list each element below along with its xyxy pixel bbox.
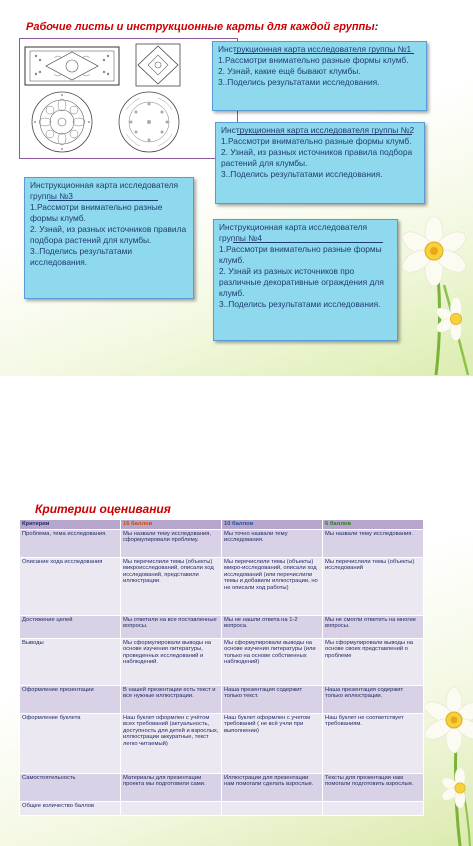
narcissus-flower (426, 684, 473, 846)
table-cell: Самостоятельность (20, 773, 121, 801)
slide-worksheets (0, 0, 473, 376)
table-row (20, 529, 424, 557)
card-line: 1.Рассмотри внимательно разные формы клумб. (221, 136, 412, 146)
card-title: Инструкционная карта исследователя группы №2 (221, 125, 415, 135)
table-cell: Проблема, тема исследования. (20, 529, 121, 557)
column-header: 6 баллов (323, 520, 424, 530)
table-cell: Мы перечислили темы (объекты) микроисследований, описали ход исследований, представили иллюстрации. (121, 557, 222, 615)
table-cell: Наш буклет оформлен с учетом требований ( не всё учли при выполнении) (222, 713, 323, 773)
table-cell: Мы сформулировали выводы на основе изучения литературы (или только на основе собственных наблюдений) (222, 638, 323, 685)
table-cell: Наш буклет оформлен с учётом всех требований (актуальность, доступность для детей и взрослых, иллюстрации аккуратные, текст легко читаемый) (121, 713, 222, 773)
table-cell: Иллюстрации для презентации нам помогали сделать взрослые. (222, 773, 323, 801)
table-cell: Мы ответили на все поставленные вопросы. (121, 615, 222, 638)
table-row (20, 713, 424, 773)
table-cell: Мы не смогли ответить на многие вопросы. (323, 615, 424, 638)
instruction-card-group-2 (215, 122, 425, 204)
table-cell: Мы точно назвали тему исследования. (222, 529, 323, 557)
table-row (20, 615, 424, 638)
card-line: 3..Поделись результатами исследования. (219, 299, 381, 309)
column-header: 16 баллов (121, 520, 222, 530)
table-cell (222, 801, 323, 815)
table-cell: Мы не нашли ответа на 1-2 вопроса. (222, 615, 323, 638)
table-cell (323, 801, 424, 815)
card-line: 1.Рассмотри внимательно разные формы клумб. (218, 55, 409, 65)
table-cell: В нашей презентации есть текст и все нужные иллюстрации. (121, 685, 222, 713)
table-cell: Мы перечислили темы (объекты) исследований (323, 557, 424, 615)
flowerbed-diagram-pic (24, 46, 120, 86)
table-row (20, 773, 424, 801)
flowerbed-diagram-pic (116, 90, 182, 154)
table-cell: Наш буклет не соответствует требованиям. (323, 713, 424, 773)
card-title: Инструкционная карта исследователя группы №3 (30, 180, 179, 201)
table-cell: Тексты для презентации нам помогали подготовить взрослые. (323, 773, 424, 801)
table-cell: Оформление презентации (20, 685, 121, 713)
instruction-card-group-4 (213, 219, 398, 341)
table-header-row (20, 520, 424, 530)
card-line: 2. Узнай, из разных источников правила подбора растений для клумбы. (30, 224, 187, 245)
card-title: Инструкционная карта исследователя группы №1 (218, 44, 412, 54)
card-line: 2. Узнай, из разных источников правила подбора растений для клумбы. (221, 147, 413, 168)
table-row (20, 685, 424, 713)
card-line: 3..Поделись результатами исследования. (218, 77, 380, 87)
card-line: 2. Узнай из разных источников про различные декоративные ограждения для клумб. (219, 266, 384, 298)
table-cell (121, 801, 222, 815)
table-row (20, 638, 424, 685)
flowerbed-diagram-pic (30, 90, 94, 154)
table-cell: Описание хода исследования (20, 557, 121, 615)
card-line: 2. Узнай, какие ещё бывают клумбы. (218, 66, 361, 76)
table-cell: Материалы для презентации проекта мы подготовили сами. (121, 773, 222, 801)
table-cell: Общее количество баллов (20, 801, 121, 815)
column-header: Критерии (20, 520, 121, 530)
table-cell: Наша презентация содержит только текст. (222, 685, 323, 713)
flowerbed-diagrams-frame (19, 38, 238, 159)
slide-criteria (0, 484, 473, 846)
slide1-title: Рабочие листы и инструкционные карты для каждой группы: (26, 21, 379, 33)
slide2-title: Критерии оценивания (35, 502, 171, 516)
criteria-table (19, 519, 424, 816)
table-cell: Наша презентация содержит только иллюстрации. (323, 685, 424, 713)
table-row (20, 801, 424, 815)
column-header: 10 баллов (222, 520, 323, 530)
card-line: 3..Поделись результатами исследования. (221, 169, 383, 179)
instruction-card-group-1 (212, 41, 427, 111)
card-line: 1.Рассмотри внимательно разные формы клумб. (30, 202, 163, 223)
card-line: 1.Рассмотри внимательно разные формы клумб. (219, 244, 382, 265)
narcissus-flower (398, 215, 473, 375)
table-cell: Выводы (20, 638, 121, 685)
table-cell: Мы перечислили темы (объекты) микро-исследований, описали ход исследований (или перечислили темы и добавили иллюстрации, но не описали ход работы) (222, 557, 323, 615)
flowerbed-diagram-pic (135, 43, 181, 87)
table-cell: Мы назвали тему исследования. (323, 529, 424, 557)
table-cell: Мы назвали тему исследования, сформулировали проблему. (121, 529, 222, 557)
card-line: 3..Поделись результатами исследования. (30, 246, 133, 267)
table-cell: Оформление буклета (20, 713, 121, 773)
table-cell: Достижение целей (20, 615, 121, 638)
table-row (20, 557, 424, 615)
card-title: Инструкционная карта исследователя группы №4 (219, 222, 368, 243)
table-cell: Мы сформулировали выводы на основе изучения литературы, проведенных исследований и наблюдений. (121, 638, 222, 685)
instruction-card-group-3 (24, 177, 194, 299)
table-cell: Мы сформулировали выводы на основе своих представлений о проблеме (323, 638, 424, 685)
